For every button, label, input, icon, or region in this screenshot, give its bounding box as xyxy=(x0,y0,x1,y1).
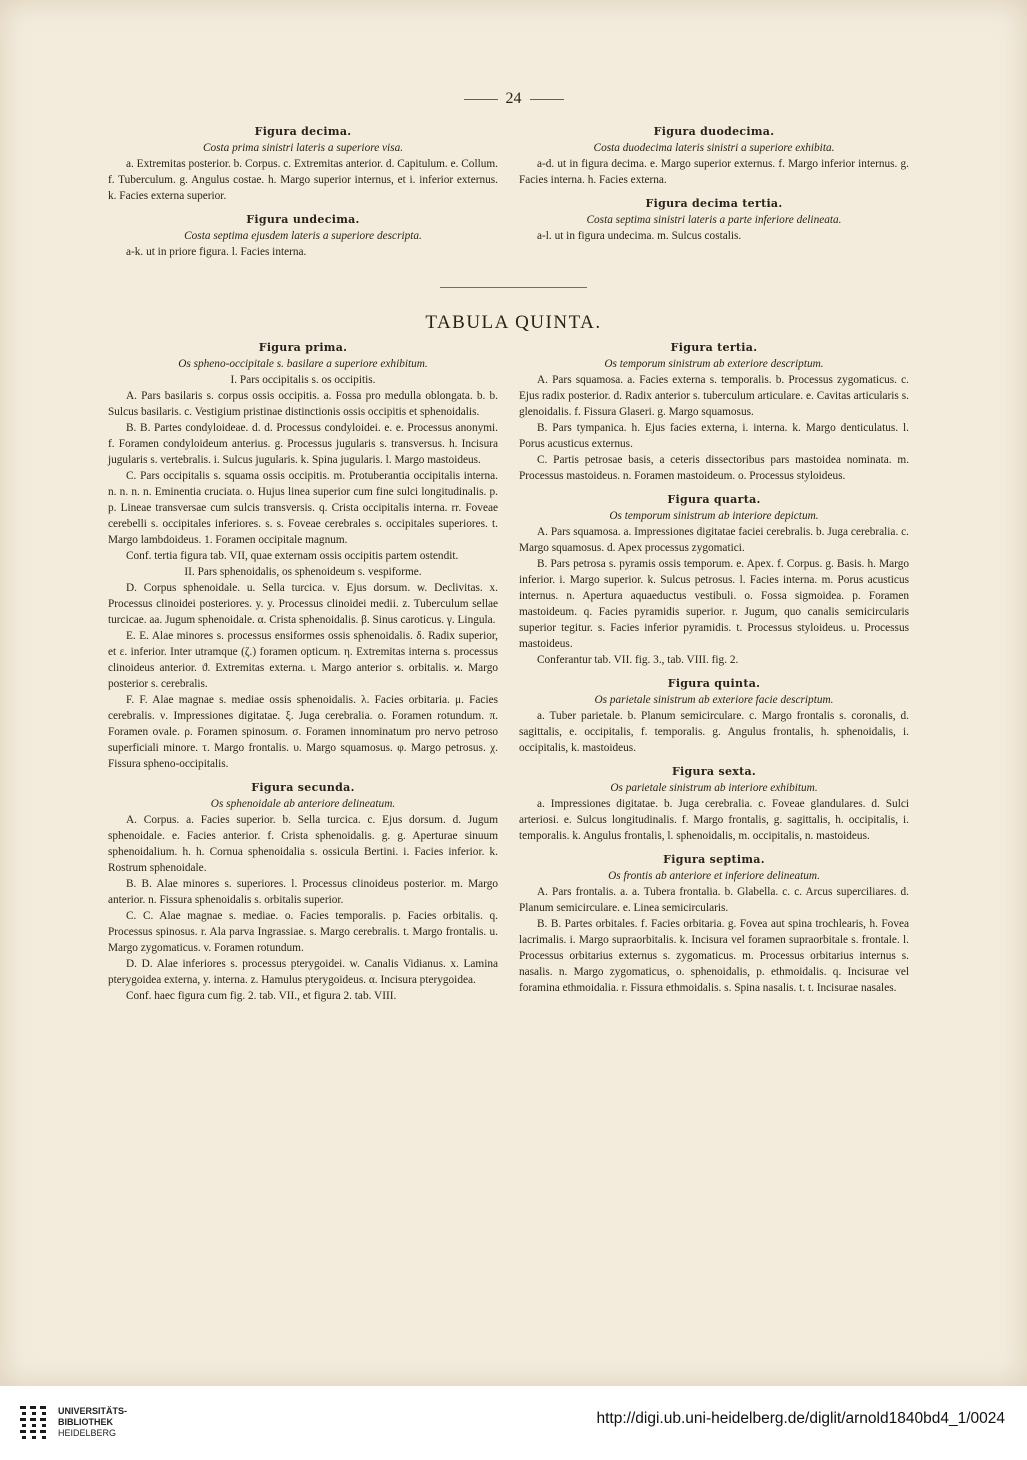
section-heading: II. Pars sphenoidalis, os sphenoideum s. vespiforme. xyxy=(184,566,422,578)
description-paragraph: D. Corpus sphenoidale. u. Sella turcica. v. Ejus dorsum. w. Declivitas. x. Processus clinoidei posteriores. y. y. Processus clinoidei medii. z. Tuberculum sellae turcicae. aa. Jugum sphenoidale. α. Crista sphenoidalis. β. Sinus caroticus. γ. Lingula. xyxy=(108,582,498,626)
figure-heading: Figura duodecima. xyxy=(653,125,775,138)
figure-heading: Figura undecima. xyxy=(246,213,360,226)
section-divider xyxy=(440,287,587,288)
description-paragraph: C. C. Alae magnae s. mediae. o. Facies temporalis. p. Facies orbitalis. q. Processus spinosus. r. Ala parva Ingrassiae. s. Margo cerebralis. t. Margo frontalis. u. Margo zygomaticus. v. Foramen rotundum. xyxy=(108,910,498,954)
figure-caption: Os temporum sinistrum ab exteriore descriptum. xyxy=(604,358,824,370)
description-paragraph: A. Pars squamosa. a. Impressiones digitatae faciei cerebralis. b. Juga cerebralia. c. Margo squamosus. d. Apex processus zygomatici. xyxy=(519,526,909,554)
description-paragraph: a-k. ut in priore figura. l. Facies interna. xyxy=(126,246,307,258)
description-paragraph: a. Impressiones digitatae. b. Juga cerebralia. c. Foveae glandulares. d. Sulci arteriosi. e. Sulcus longitudinalis. f. Margo frontalis, g. sagittalis, h. occipitalis, i. temporalis. k. Angulus frontalis, l. sphenoidalis, m. occipitalis, n. mastoideus. xyxy=(519,798,909,842)
description-paragraph: a. Tuber parietale. b. Planum semicirculare. c. Margo frontalis s. coronalis, d. sagittalis, e. occipitalis, f. temporalis. g. Angulus frontalis, h. sphenoidalis, i. occipitalis, k. mastoideus. xyxy=(519,710,909,754)
spacer xyxy=(108,772,498,780)
spacer xyxy=(519,844,909,852)
page-number: 24 xyxy=(505,90,522,107)
figure-heading: Figura decima tertia. xyxy=(645,197,783,210)
main-right-column xyxy=(519,340,909,996)
description-paragraph: B. B. Partes orbitales. f. Facies orbitaria. g. Fovea aut spina trochlearis, h. Fovea lacrimalis. i. Margo supraorbitalis. k. Incisura vel foramen supraorbitale s. frontale. l. Processus orbitarius externus s. zygomaticus. m. Processus orbitarius internus s. nasalis. n. Margo zygomaticus, o. sphenoidalis, p. ethmoidalis. q. Incisurae vel foramina ethmoidalia. r. Fissura ethmoidalis. s. Spina nasalis. t. t. Incisurae nasales. xyxy=(519,918,909,994)
tabula-title: TABULA QUINTA. xyxy=(425,312,602,333)
figure-caption: Os frontis ab anteriore et inferiore delineatum. xyxy=(608,870,820,882)
description-paragraph: Conf. tertia figura tab. VII, quae externam ossis occipitis partem ostendit. xyxy=(126,550,459,562)
library-name-line2: BIBLIOTHEK xyxy=(58,1417,113,1427)
description-paragraph: B. Pars tympanica. h. Ejus facies externa, i. interna. k. Margo denticulatus. l. Porus acusticus externus. xyxy=(519,422,909,450)
description-paragraph: F. F. Alae magnae s. mediae ossis sphenoidalis. λ. Facies orbitaria. μ. Facies cerebralis. ν. Impressiones digitatae. ξ. Juga cerebralia. ο. Foramen rotundum. π. Foramen ovale. ρ. Foramen spinosum. σ. Foramen innominatum pro nervo petroso superficiali minore. τ. Margo frontalis. υ. Margo squamosus. φ. Margo petrosus. χ. Fissura spheno-occipitalis. xyxy=(108,694,498,770)
description-paragraph: a-l. ut in figura undecima. m. Sulcus costalis. xyxy=(537,230,742,242)
figure-caption: Os parietale sinistrum ab interiore exhibitum. xyxy=(610,782,818,794)
page-number-line xyxy=(0,90,1027,108)
figure-caption: Os spheno-occipitale s. basilare a superiore exhibitum. xyxy=(178,358,428,370)
description-paragraph: C. Pars occipitalis s. squama ossis occipitis. m. Protuberantia occipitalis interna. n. n. n. n. Eminentia cruciata. o. Hujus linea superior cum fine sulci longitudinalis. p. p. Lineae transversae cum sulcis transversis. q. Crista occipitalis interna. rr. Foveae cerebelli s. occipitales inferiores. s. s. Foveae cerebrales s. occipitales superiores. t. Margo lambdoideus. 1. Foramen occipitale magnum. xyxy=(108,470,498,546)
description-paragraph: B. B. Partes condyloideae. d. d. Processus condyloidei. e. e. Processus anonymi. f. Foramen condyloideum anterius. g. Processus jugularis s. transversus. h. Incisura jugularis s. vertebralis. i. Sulcus jugularis. k. Spina jugularis. l. Margo mastoideus. xyxy=(108,422,498,466)
description-paragraph: E. E. Alae minores s. processus ensiformes ossis sphenoidalis. δ. Radix superior, et ε. inferior. Inter utramque (ζ.) foramen opticum. η. Extremitas interna s. processus clinoideus anterior. ϑ. Extremitas externa. ι. Margo anterior s. orbitalis. ϰ. Margo posterior s. cerebralis. xyxy=(108,630,498,690)
library-name-line1: UNIVERSITÄTS- xyxy=(58,1406,128,1416)
spacer xyxy=(519,484,909,492)
figure-caption: Costa duodecima lateris sinistri a superiore exhibita. xyxy=(593,142,835,154)
description-paragraph: D. D. Alae inferiores s. processus pterygoidei. w. Canalis Vidianus. x. Lamina pterygoidea externa, y. interna. z. Hamulus pterygoideus. α. Incisura pterygoidea. xyxy=(108,958,498,986)
figure-heading: Figura sexta. xyxy=(671,765,757,778)
figure-caption: Os parietale sinistrum ab exteriore facie descriptum. xyxy=(594,694,834,706)
figure-caption: Os sphenoidale ab anteriore delineatum. xyxy=(210,798,396,810)
description-paragraph: A. Corpus. a. Facies superior. b. Sella turcica. c. Ejus dorsum. d. Jugum sphenoidale. e. Facies anterior. f. Crista sphenoidalis. g. g. Aperturae sinuum sphenoidalium. h. h. Cornua sphenoidalia s. ossicula Bertini. i. Facies inferior. k. Rostrum sphenoidale. xyxy=(108,814,498,874)
library-name-line3: HEIDELBERG xyxy=(58,1428,117,1438)
spacer xyxy=(519,188,909,196)
spacer xyxy=(519,756,909,764)
library-logo-icon xyxy=(18,1402,50,1446)
main-left-column xyxy=(108,340,498,1004)
description-paragraph: a. Extremitas posterior. b. Corpus. c. Extremitas anterior. d. Capitulum. e. Collum. f. Tuberculum. g. Angulus costae. h. Margo superior internus, et i. inferior externus. k. Facies externa superior. xyxy=(108,158,498,202)
figure-heading: Figura prima. xyxy=(258,341,348,354)
figure-heading: Figura decima. xyxy=(254,125,352,138)
description-paragraph: B. Pars petrosa s. pyramis ossis temporum. e. Apex. f. Corpus. g. Basis. h. Margo inferior. i. Margo superior. k. Sulcus petrosus. l. Facies interna. m. Porus acusticus internus. n. Apertura aquaeductus vestibuli. o. Fossa sigmoidea. p. Foramen mastoideum. q. Facies pyramidis superior. r. Jugum, quo canalis semicircularis superior tegitur. s. Facies inferior pyramidis. t. Processus styloideus. u. Processus mastoideus. xyxy=(519,558,909,650)
description-paragraph: C. Partis petrosae basis, a ceteris dissectoribus pars mastoidea nominata. m. Processus mastoideus. n. Foramen mastoideum. o. Processus styloideus. xyxy=(519,454,909,482)
description-paragraph: Conferantur tab. VII. fig. 3., tab. VIII. fig. 2. xyxy=(537,654,739,666)
figure-heading: Figura septima. xyxy=(663,853,765,866)
top-right-column xyxy=(519,124,909,244)
library-name xyxy=(58,1406,127,1439)
description-paragraph: a-d. ut in figura decima. e. Margo superior externus. f. Margo inferior internus. g. Facies interna. h. Facies externa. xyxy=(519,158,909,186)
description-paragraph: A. Pars squamosa. a. Facies externa s. temporalis. b. Processus zygomaticus. c. Ejus radix posterior. d. Radix anterior s. tuberculum articulare. e. Cavitas articularis s. glenoidalis. f. Fissura Glaseri. g. Margo squamosus. xyxy=(519,374,909,418)
figure-caption: Costa septima ejusdem lateris a superiore descripta. xyxy=(184,230,422,242)
page-number-dash-left xyxy=(464,99,498,100)
figure-heading: Figura secunda. xyxy=(251,781,355,794)
footer-bar xyxy=(0,1386,1027,1460)
figure-caption: Costa prima sinistri lateris a superiore visa. xyxy=(202,142,404,154)
top-left-column xyxy=(108,124,498,260)
source-url-link[interactable]: http://digi.ub.uni-heidelberg.de/diglit/arnold1840bd4_1/0024 xyxy=(596,1410,1005,1427)
description-paragraph: A. Pars frontalis. a. a. Tubera frontalia. b. Glabella. c. c. Arcus superciliares. d. Planum semicirculare. e. Linea semicircularis. xyxy=(519,886,909,914)
spacer xyxy=(108,204,498,212)
description-paragraph: Conf. haec figura cum fig. 2. tab. VII., et figura 2. tab. VIII. xyxy=(126,990,397,1002)
section-heading: I. Pars occipitalis s. os occipitis. xyxy=(230,374,376,386)
figure-heading: Figura quarta. xyxy=(667,493,761,506)
figure-caption: Os temporum sinistrum ab interiore depictum. xyxy=(609,510,819,522)
description-paragraph: A. Pars basilaris s. corpus ossis occipitis. a. Fossa pro medulla oblongata. b. b. Sulcus basilaris. c. Vestigium pristinae distinctionis ossis occipitis et sphenoidalis. xyxy=(108,390,498,418)
figure-heading: Figura quinta. xyxy=(667,677,761,690)
figure-heading: Figura tertia. xyxy=(670,341,758,354)
spacer xyxy=(519,668,909,676)
description-paragraph: B. B. Alae minores s. superiores. l. Processus clinoideus posterior. m. Margo anterior. n. Fissura sphenoidalis s. orbitalis superior. xyxy=(108,878,498,906)
page-number-dash-right xyxy=(530,99,564,100)
figure-caption: Costa septima sinistri lateris a parte inferiore delineata. xyxy=(586,214,842,226)
